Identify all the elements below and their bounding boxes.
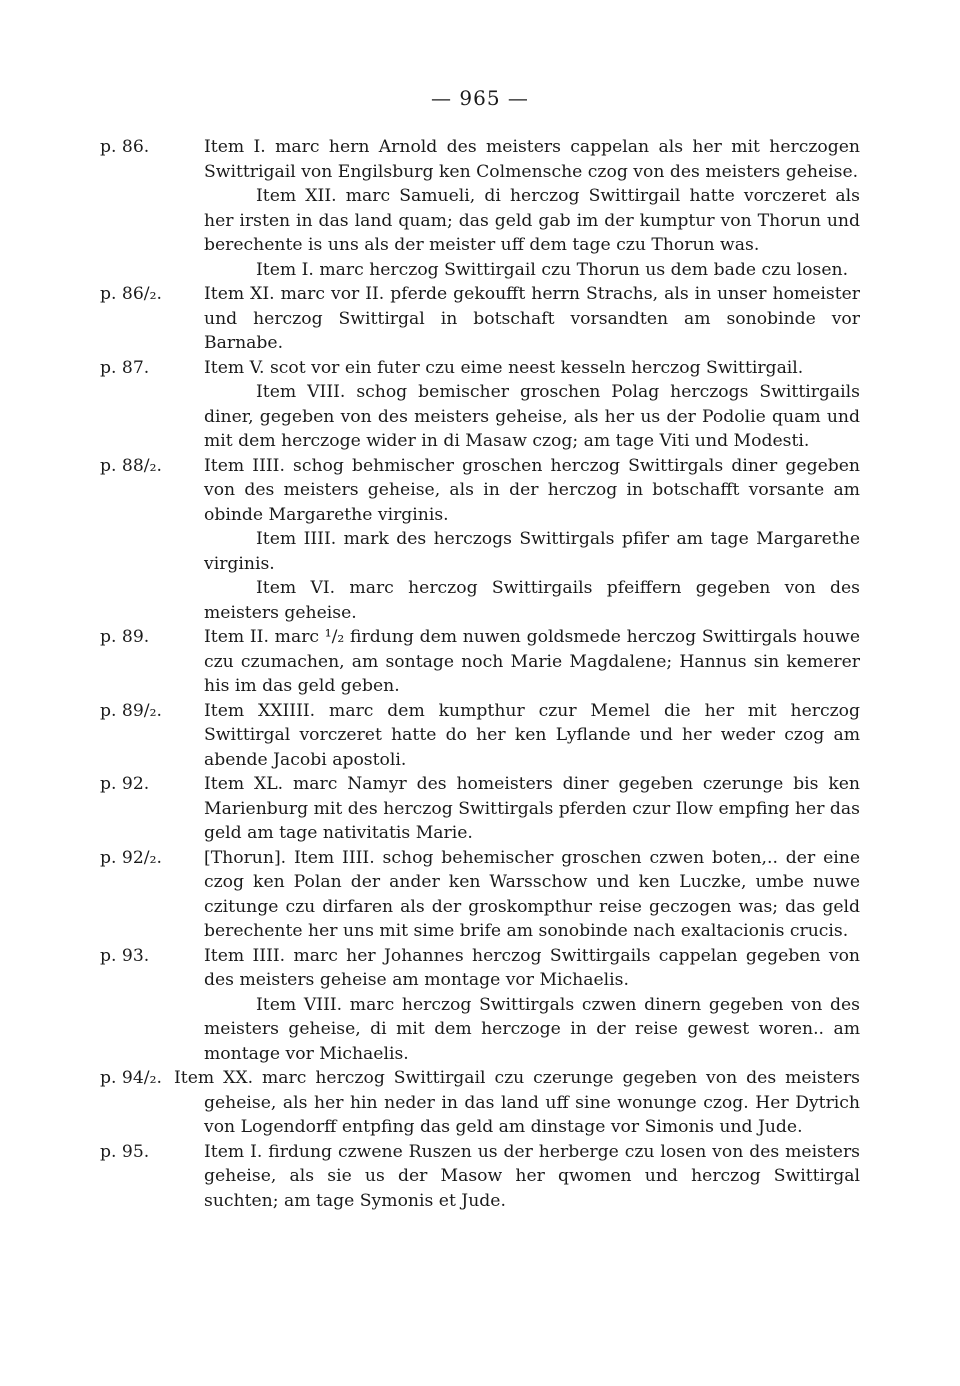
margin-reference: p. 94/₂. [100,1068,162,1088]
entry-text: Item II. marc ¹/₂ firdung dem nuwen goldsmede herczog Swittirgals houwe czu czumachen, am sontage noch Marie Magdalene; Hannus sin kemerer his im das geld geben. [204,627,860,696]
entry-text: Item V. scot vor ein futer czu eime neest kesseln herczog Swittirgail. [204,357,804,378]
entry [100,625,860,699]
entry [100,527,860,576]
entry [100,282,860,356]
entry [100,1140,860,1214]
entry [100,135,860,184]
entry-text: Item XX. marc herczog Swittirgail czu czerunge gegeben von des meisters geheise, als her hin neder in das land uff sine wonunge czog. Her Dytrich von Logendorff entpfing das geld am dinstage vor Simonis und Jude. [174,1068,860,1137]
entry-text: Item I. marc hern Arnold des meisters cappelan als her mit herczogen Swittrigail von Engilsburg ken Colmensche czog von des meisters geheise. [204,137,860,182]
entry [100,576,860,625]
margin-reference: p. 92. [100,774,150,794]
margin-reference: p. 86/₂. [100,284,162,304]
margin-reference: p. 92/₂. [100,847,162,868]
entry [100,380,860,454]
entry-text: Item VIII. schog bemischer groschen Polag herczogs Swittirgails diner, gegeben von des meisters geheise, als her us der Podolie quam und mit dem herczoge wider in di Masaw czog; am tage Viti und Modesti. [204,382,860,451]
entry [100,184,860,258]
entry-text: Item IIII. marc her Johannes herczog Swittirgails cappelan gegeben von des meisters geheise am montage vor Michaelis. [204,945,860,990]
entry-text: Item IIII. mark des herczogs Swittirgals pfifer am tage Margarethe virginis. [204,529,860,574]
entry [100,846,860,944]
entry-text: [Thorun]. Item IIII. schog behemischer groschen czwen boten,.. der eine czog ken Polan der ander ken Warsschow und ken Luczke, umbe nuwe czitunge czu dirfaren als der groskompthur reise geczogen was; das geld berechente her uns mit sime brife am sonobinde nach exaltacionis crucis. [204,847,860,941]
entry [100,1066,860,1140]
entry [100,699,860,773]
entry-text: Item XL. marc Namyr des homeisters diner gegeben czerunge bis ken Marienburg mit des herczog Swittirgals pferden czur Ilow empfing her das geld am tage nativitatis Marie. [204,774,860,843]
entry [100,944,860,993]
entry-text: Item XII. marc Samueli, di herczog Swittirgail hatte vorczeret als her irsten in das land quam; das geld gab im der kumptur von Thorun und berechente is uns als der meister uff dem tage czu Thorun was. [204,186,860,255]
margin-reference: p. 93. [100,945,150,966]
margin-reference: p. 86. [100,137,150,157]
margin-reference: p. 89/₂. [100,700,162,721]
entry-text: Item XI. marc vor II. pferde gekoufft herrn Strachs, als in unser homeister und herczog Swittirgal in botschaft vorsandten am sonobinde vor Barnabe. [204,284,860,353]
margin-reference: p. 95. [100,1141,150,1162]
entry-text: Item VIII. marc herczog Swittirgals czwen dinern gegeben von des meisters geheise, di mit dem herczoge in der reise gewest woren.. am montage vor Michaelis. [204,994,860,1064]
entry [100,356,860,381]
margin-reference: p. 89. [100,627,150,647]
entry-text: Item XXIIII. marc dem kumpthur czur Memel die her mit herczog Swittirgal vorczeret hatte do her ken Lyflande und her weder czog am abende Jacobi apostoli. [204,700,860,770]
entry-text: Item VI. marc herczog Swittirgails pfeiffern gegeben von des meisters geheise. [204,578,860,623]
entry-text: Item I. firdung czwene Ruszen us der herberge czu losen von des meisters geheise, als sie us der Masow her qwomen und herczog Swittirgal suchten; am tage Symonis et Jude. [204,1141,860,1211]
entry [100,258,860,283]
entry [100,772,860,846]
margin-reference: p. 87. [100,357,150,378]
entry-text: Item IIII. schog behmischer groschen herczog Swittirgals diner gegeben von des meisters geheise, als in der herczog in botschafft vorsante am obinde Margarethe virginis. [204,455,860,525]
entry [100,454,860,528]
document-body [100,135,860,1213]
margin-reference: p. 88/₂. [100,455,162,476]
page-number: — 965 — [431,86,529,110]
entry-text: Item I. marc herczog Swittirgail czu Thorun us dem bade czu losen. [256,259,849,280]
entry [100,993,860,1067]
